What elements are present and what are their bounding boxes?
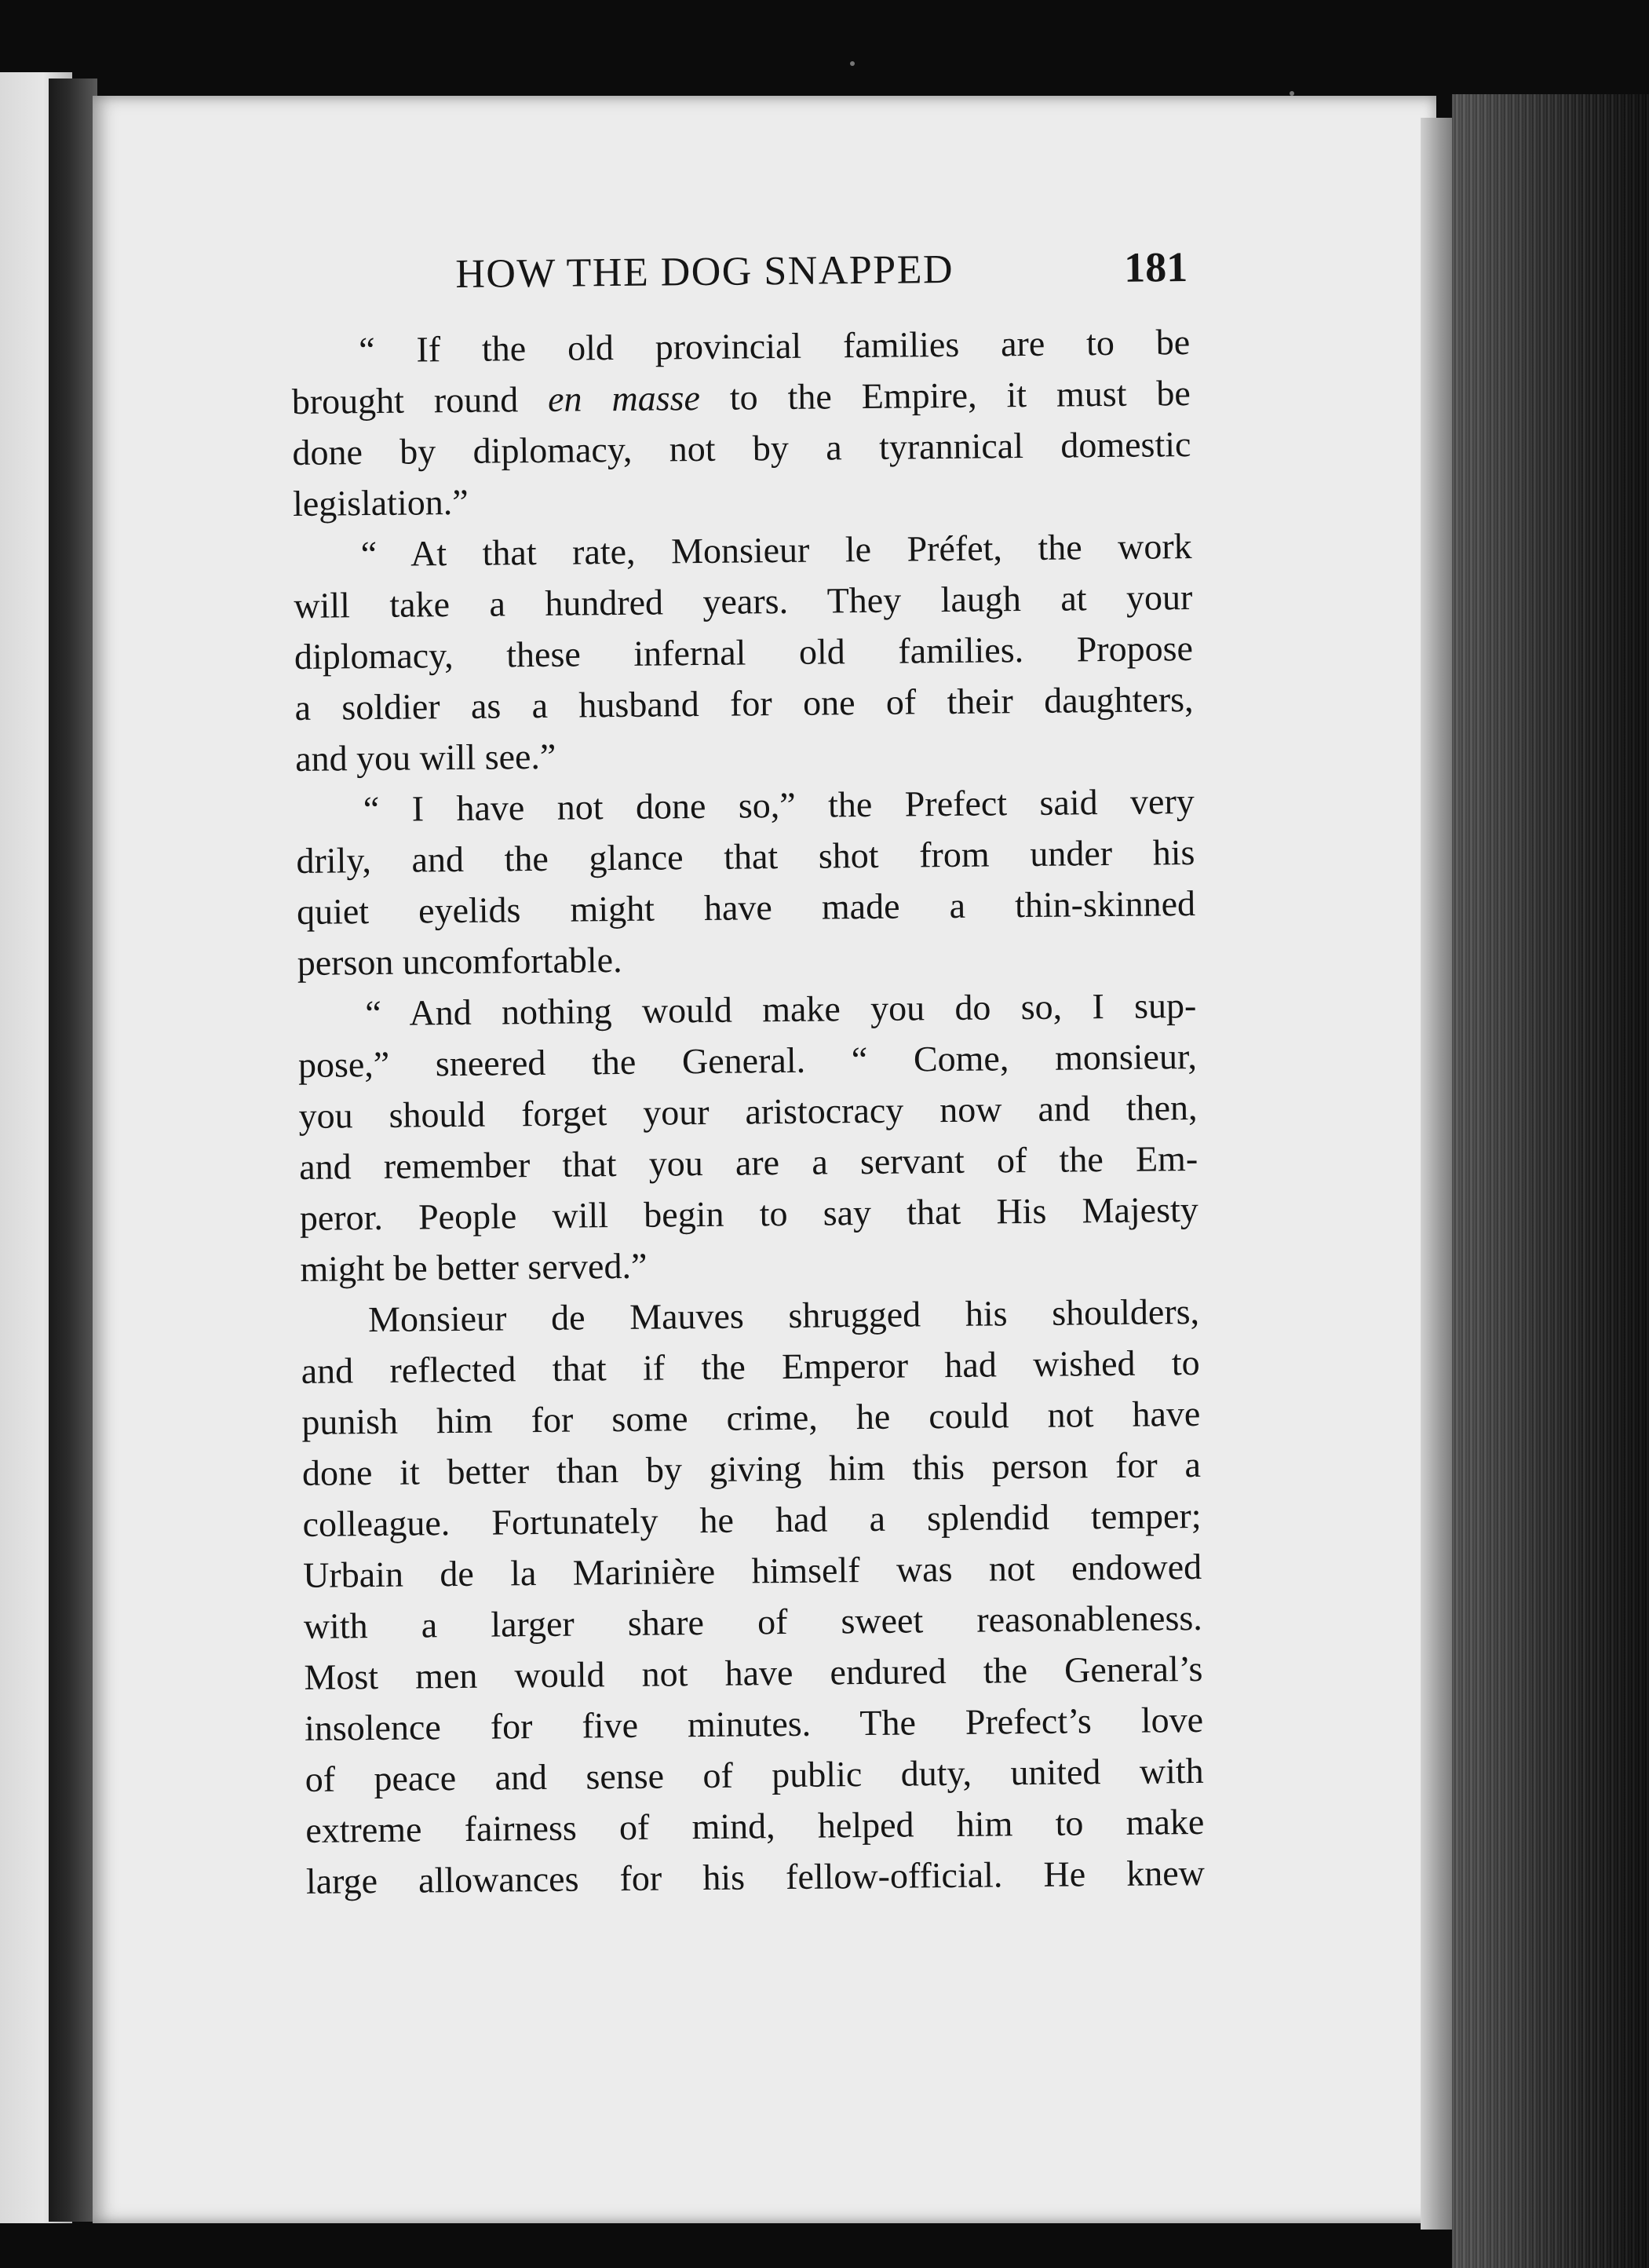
- page-body: [291, 316, 1205, 1907]
- running-head: HOW THE DOG SNAPPED: [455, 247, 954, 297]
- dust-speck: [850, 61, 855, 66]
- text-line: done it better than by giving him this person for a: [301, 1444, 1202, 1493]
- text-line: Monsieur de Mauves shrugged his shoulders,: [367, 1291, 1200, 1340]
- text-line: legislation.”: [292, 481, 469, 524]
- text-line: will take a hundred years. They laugh at your: [294, 576, 1193, 626]
- text-line: of peace and sense of public duty, united with: [305, 1750, 1204, 1799]
- text-line: colleague. Fortunately he had a splendid temper;: [302, 1495, 1202, 1544]
- text-line: might be better served.”: [300, 1245, 648, 1289]
- text-line: large allowances for his fellow-official. He knew: [305, 1852, 1206, 1901]
- text-line: and you will see.”: [294, 736, 556, 779]
- book-fore-edge: [1452, 94, 1649, 2268]
- text-line: and remember that you are a servant of the Em-: [298, 1138, 1198, 1187]
- text-line: and reflected that if the Emperor had wished to: [301, 1342, 1200, 1391]
- text-line: with a larger share of sweet reasonableness.: [303, 1597, 1203, 1646]
- dust-speck: [1290, 91, 1294, 96]
- text-line: brought round en masse to the Empire, it must be: [291, 373, 1191, 422]
- text-line: drily, and the glance that shot from under his: [296, 831, 1195, 881]
- page-header: [290, 243, 1190, 322]
- text-line: done by diplomacy, not by a tyrannical domestic: [292, 423, 1191, 473]
- text-line: extreme fairness of mind, helped him to make: [305, 1801, 1205, 1850]
- text-line: “ I have not done so,” the Prefect said very: [363, 780, 1195, 830]
- text-line: you should forget your aristocracy now and then,: [298, 1087, 1198, 1136]
- text-line: Urbain de la Marinière himself was not endowed: [302, 1546, 1202, 1595]
- page-number: 181: [1123, 243, 1188, 291]
- book-gutter: [49, 79, 97, 2222]
- page-text-block: [290, 243, 1205, 1907]
- text-line: “ At that rate, Monsieur le Préfet, the work: [360, 525, 1192, 575]
- text-line: a soldier as a husband for one of their daughters,: [294, 678, 1194, 728]
- text-line: quiet eyelids might have made a thin-skinned: [296, 882, 1196, 932]
- text-line: “ If the old provincial families are to be: [358, 322, 1191, 371]
- text-line: diplomacy, these infernal old families. Propose: [294, 627, 1194, 677]
- text-line: peror. People will begin to say that His Majesty: [299, 1189, 1199, 1238]
- text-line: insolence for five minutes. The Prefect’s love: [304, 1699, 1204, 1748]
- italic-phrase: en masse: [547, 377, 701, 419]
- text-line: “ And nothing would make you do so, I sup-: [365, 984, 1197, 1034]
- text-line: punish him for some crime, he could not have: [301, 1393, 1201, 1442]
- text-line: Most men would not have endured the General’s: [304, 1648, 1203, 1697]
- text-line: person uncomfortable.: [297, 939, 622, 983]
- text-line: pose,” sneered the General. “ Come, monsieur,: [297, 1035, 1198, 1085]
